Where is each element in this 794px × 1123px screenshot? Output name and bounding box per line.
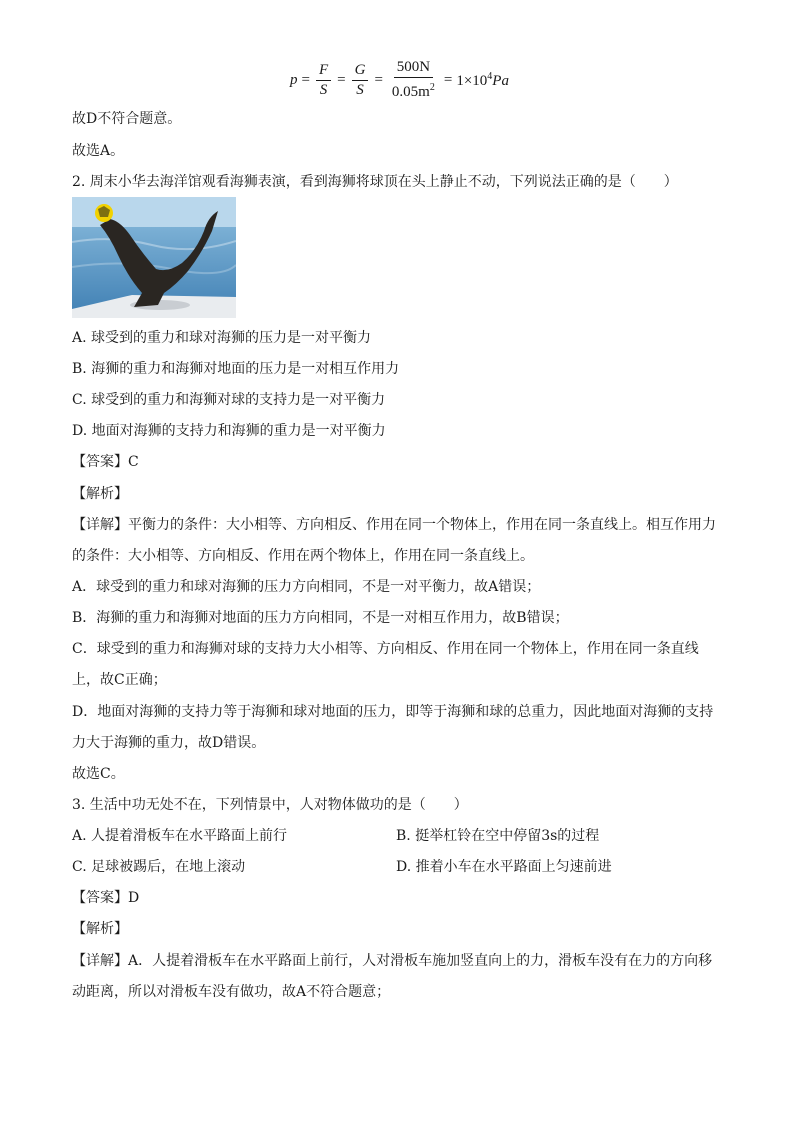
analysis-label: 【解析】 xyxy=(72,486,128,502)
answer-value: C xyxy=(128,454,139,470)
fraction-values xyxy=(389,59,438,101)
question-3-option-b: B. 挺举杠铃在空中停留3s的过程 xyxy=(396,828,600,844)
detail-line: D．地面对海狮的支持力等于海狮和球对地面的压力，即等于海狮和球的总重力，因此地面对海狮的支持 xyxy=(72,704,714,720)
fraction-denominator xyxy=(389,78,438,101)
detail-line: 力大于海狮的重力，故D错误。 xyxy=(72,735,266,751)
result-unit: Pa xyxy=(492,72,509,89)
formula-lhs: p xyxy=(290,71,298,88)
detail-line: B．海狮的重力和海狮对地面的压力方向相同，不是一对相互作用力，故B错误； xyxy=(72,610,569,626)
answer-line xyxy=(72,888,139,908)
conclusion-line: 故D不符合题意。 xyxy=(72,111,182,127)
choose-line: 故选A。 xyxy=(72,143,125,159)
question-2-option-d: D. 地面对海狮的支持力和海狮的重力是一对平衡力 xyxy=(72,423,386,439)
question-2-option-a: A. 球受到的重力和球对海狮的压力是一对平衡力 xyxy=(72,330,372,346)
question-2-stem: 2. 周末小华去海洋馆观看海狮表演，看到海狮将球顶在头上静止不动，下列说法正确的是（ ） xyxy=(72,174,678,190)
fraction-denominator: S xyxy=(319,81,328,98)
question-3-option-c: C. 足球被踢后，在地上滚动 xyxy=(72,859,246,875)
denominator-exponent: 2 xyxy=(429,82,435,93)
question-2-option-b: B. 海狮的重力和海狮对地面的压力是一对相互作用力 xyxy=(72,361,400,377)
pressure-formula xyxy=(290,58,509,102)
detail-line: 的条件：大小相等、方向相反、作用在两个物体上，作用在同一条直线上。 xyxy=(72,548,534,564)
fraction-g-over-s xyxy=(352,62,369,99)
equals-sign: = xyxy=(301,71,310,88)
detail-label: 【详解】 xyxy=(72,953,128,969)
question-2-option-c: C. 球受到的重力和海狮对球的支持力是一对平衡力 xyxy=(72,392,386,408)
equals-sign: = xyxy=(337,71,346,88)
answer-line xyxy=(72,452,139,472)
question-3-option-d: D. 推着小车在水平路面上匀速前进 xyxy=(396,859,612,875)
detail-label: 【详解】 xyxy=(72,517,128,533)
answer-label: 【答案】 xyxy=(72,454,128,470)
detail-line xyxy=(72,515,716,535)
answer-value: D xyxy=(128,890,140,906)
detail-text: 平衡力的条件：大小相等、方向相反、作用在同一个物体上，作用在同一条直线上。相互作用力 xyxy=(128,517,716,533)
detail-text: A．人提着滑板车在水平路面上前行，人对滑板车施加竖直向上的力，滑板车没有在力的方向移 xyxy=(128,953,713,969)
detail-line: 上，故C正确； xyxy=(72,672,167,688)
equals-sign: = xyxy=(443,71,453,88)
detail-line xyxy=(72,951,712,971)
detail-line: A．球受到的重力和球对海狮的压力方向相同，不是一对平衡力，故A错误； xyxy=(72,579,541,595)
formula-result xyxy=(456,71,509,90)
question-3-option-a: A. 人提着滑板车在水平路面上前行 xyxy=(72,828,288,844)
fraction-f-over-s xyxy=(316,62,331,99)
result-exponent: 4 xyxy=(487,70,493,82)
result-base: 1×10 xyxy=(456,72,488,89)
fraction-numerator: G xyxy=(352,62,369,81)
equals-sign: = xyxy=(374,71,383,88)
fraction-denominator: S xyxy=(356,81,364,98)
fraction-numerator: F xyxy=(316,62,331,81)
fraction-numerator: 500N xyxy=(394,59,433,78)
analysis-label: 【解析】 xyxy=(72,921,128,937)
detail-line: 动距离，所以对滑板车没有做功，故A不符合题意； xyxy=(72,984,391,1000)
denominator-value: 0.05m xyxy=(391,84,430,100)
question-3-stem: 3. 生活中功无处不在，下列情景中，人对物体做功的是（ ） xyxy=(72,797,468,813)
answer-label: 【答案】 xyxy=(72,890,128,906)
choose-line: 故选C。 xyxy=(72,766,125,782)
sea-lion-photo xyxy=(72,197,236,318)
detail-line: C．球受到的重力和海狮对球的支持力大小相等、方向相反、作用在同一个物体上，作用在同一条直线 xyxy=(72,641,699,657)
